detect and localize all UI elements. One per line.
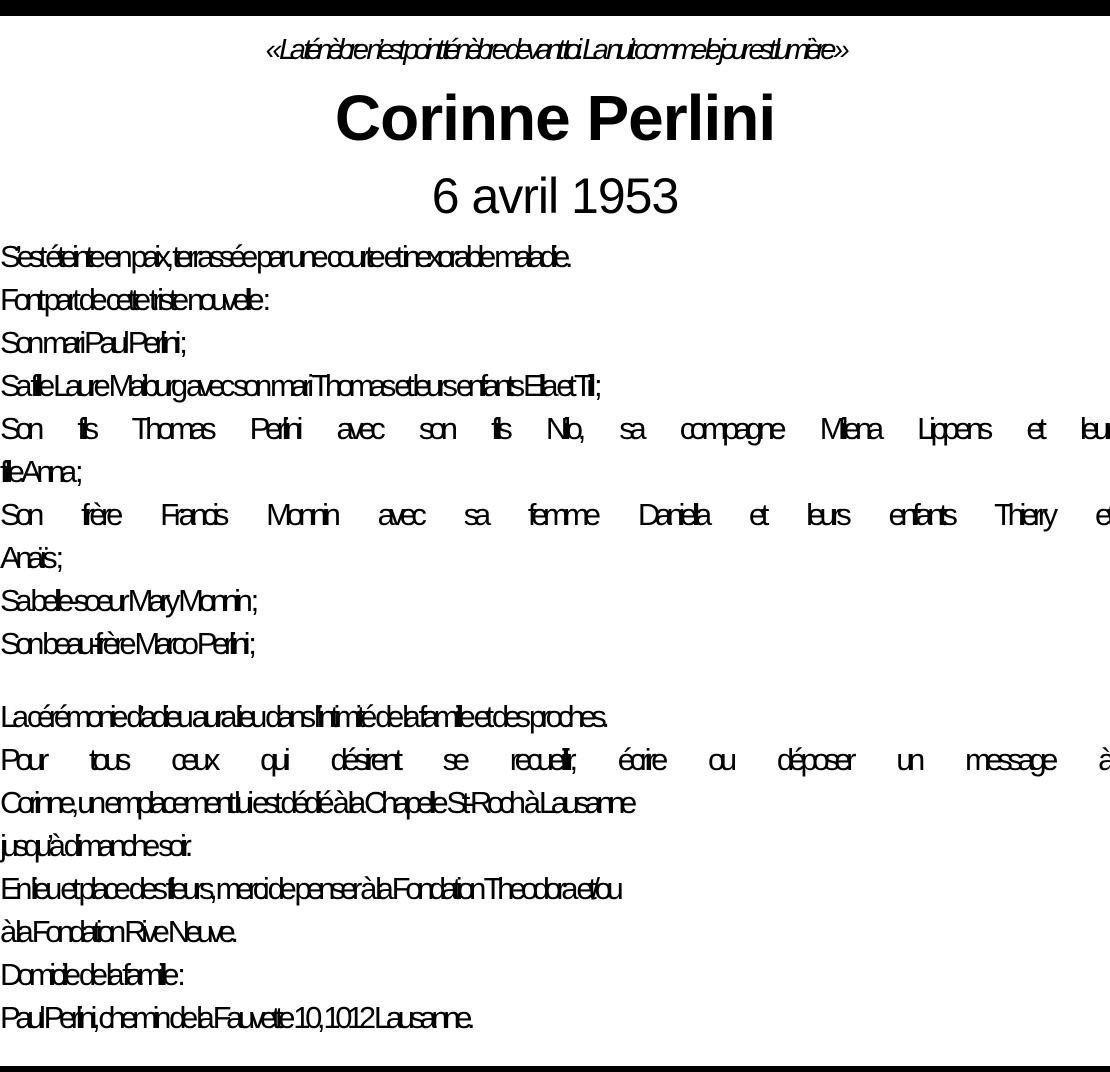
- text-line: En lieu et place des fleurs, merci de penser à la Fondation Theodora et/ou: [0, 871, 619, 906]
- deceased-name: Corinne Perlini: [334, 82, 776, 154]
- birth-date: 6 avril 1953: [431, 168, 679, 224]
- family-address: Paul Perlini, chemin de la Fauvette 10, 1012 Lausanne.: [0, 1000, 471, 1035]
- family-member-line: Sa belle-sœur Mary Monnin ;: [0, 583, 254, 618]
- text-line: Domicile de la famille :: [0, 957, 181, 992]
- family-member-line: Son frère Francis Monnin avec sa femme Daniella et leurs enfants Thierry et: [0, 497, 1110, 532]
- text-line: Pour tous ceux qui désirent se recueillir, écrire ou déposer un message à: [0, 742, 1110, 777]
- text-line: S’est éteinte en paix, terrassée par une courte et inexorable maladie.: [0, 239, 569, 274]
- family-member-line-continued: Anaïs ;: [0, 540, 59, 575]
- family-member-line-continued: fille Anna ;: [0, 454, 79, 489]
- text-line: jusqu’à dimanche soir.: [0, 828, 188, 863]
- family-member-line: Sa fille Laure Maiburg avec son mari Thomas et leurs enfants Ella et Till ;: [0, 368, 598, 403]
- top-border-rule: [0, 0, 1110, 16]
- family-member-line: Son mari Paul Perlini ;: [0, 325, 183, 360]
- text-line: Corinne, un emplacement lui est dédié à la Chapelle St-Roch à Lausanne: [0, 785, 632, 820]
- family-member-line: Son beau-frère Marco Perlini ;: [0, 626, 252, 661]
- bottom-border-rule: [0, 1066, 1110, 1072]
- epigraph-quote: « La ténèbre n’est point ténèbre devant toi. La nuit comme le jour est lumière »: [265, 34, 845, 66]
- text-line: La cérémonie d’adieu aura lieu dans l’intimité de la famille et des proches.: [0, 699, 605, 734]
- family-member-line: Son fils Thomas Perlini avec son fils Nilo, sa compagne Milena Lippens et leur: [0, 411, 1110, 446]
- notice-body: [0, 235, 1110, 1039]
- text-line: à la Fondation Rive Neuve.: [0, 914, 234, 949]
- text-line: Font part de cette triste nouvelle :: [0, 282, 266, 317]
- paragraph-spacer: [0, 665, 1110, 695]
- announcement-paragraph: [0, 235, 1110, 665]
- ceremony-paragraph: [0, 695, 1110, 1039]
